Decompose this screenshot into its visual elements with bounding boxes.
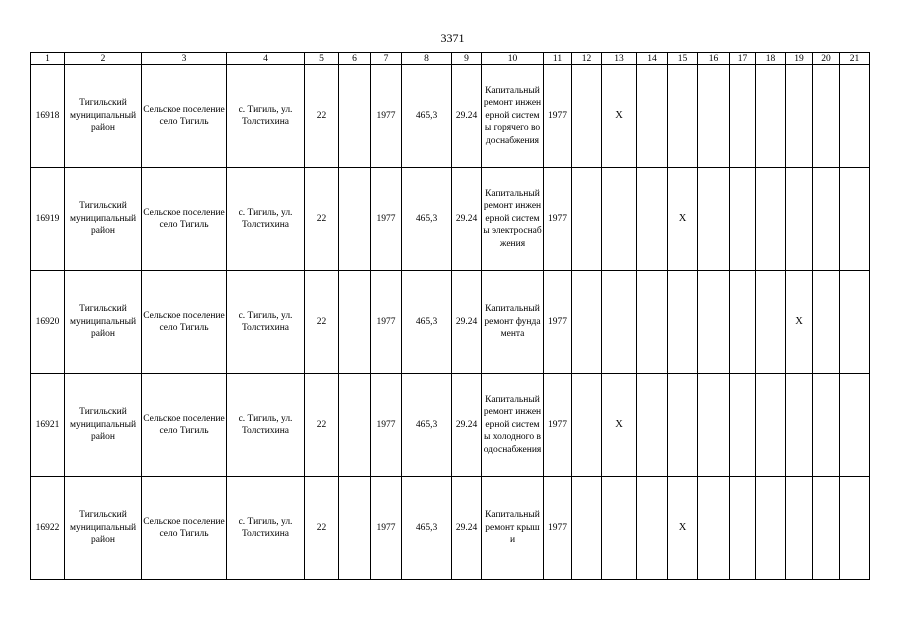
column-header-12: 12 <box>572 53 602 65</box>
district-cell: Тигильский муниципальный район <box>65 477 142 580</box>
column-header-17: 17 <box>730 53 756 65</box>
table-row <box>31 477 870 580</box>
row-id: 16919 <box>31 168 65 271</box>
col21-cell <box>840 65 870 168</box>
address-cell: с. Тигиль, ул. Толстихина <box>227 477 305 580</box>
district-cell: Тигильский муниципальный район <box>65 65 142 168</box>
table-row <box>31 374 870 477</box>
col19-cell: X <box>786 271 813 374</box>
col6-cell <box>339 168 371 271</box>
col19-cell <box>786 65 813 168</box>
page-number: 3371 <box>440 31 465 45</box>
col6-cell <box>339 374 371 477</box>
col9-cell: 29.24 <box>452 65 482 168</box>
work-type-cell: Капитальный ремонт инженерной системы горячего водоснабжения <box>482 65 544 168</box>
col9-cell: 29.24 <box>452 271 482 374</box>
col16-cell <box>698 477 730 580</box>
column-header-14: 14 <box>637 53 668 65</box>
area-cell: 465,3 <box>402 374 452 477</box>
col6-cell <box>339 65 371 168</box>
settlement-cell: Сельское поселение село Тигиль <box>142 168 227 271</box>
col18-cell <box>756 477 786 580</box>
col19-cell <box>786 477 813 580</box>
col5-cell: 22 <box>305 168 339 271</box>
col13-cell: X <box>602 65 637 168</box>
col17-cell <box>730 65 756 168</box>
year-cell: 1977 <box>544 271 572 374</box>
col9-cell: 29.24 <box>452 477 482 580</box>
col17-cell <box>730 477 756 580</box>
col13-cell <box>602 168 637 271</box>
column-header-5: 5 <box>305 53 339 65</box>
year-built-cell: 1977 <box>371 271 402 374</box>
column-header-13: 13 <box>602 53 637 65</box>
col12-cell <box>572 271 602 374</box>
col16-cell <box>698 65 730 168</box>
work-type-cell: Капитальный ремонт фундамента <box>482 271 544 374</box>
address-cell: с. Тигиль, ул. Толстихина <box>227 65 305 168</box>
row-id: 16921 <box>31 374 65 477</box>
col18-cell <box>756 374 786 477</box>
col17-cell <box>730 168 756 271</box>
column-header-15: 15 <box>668 53 698 65</box>
col6-cell <box>339 477 371 580</box>
col20-cell <box>813 65 840 168</box>
district-cell: Тигильский муниципальный район <box>65 374 142 477</box>
area-cell: 465,3 <box>402 168 452 271</box>
col15-cell <box>668 374 698 477</box>
column-header-20: 20 <box>813 53 840 65</box>
col13-cell <box>602 477 637 580</box>
col14-cell <box>637 477 668 580</box>
area-cell: 465,3 <box>402 65 452 168</box>
column-header-4: 4 <box>227 53 305 65</box>
row-id: 16918 <box>31 65 65 168</box>
column-header-7: 7 <box>371 53 402 65</box>
column-header-18: 18 <box>756 53 786 65</box>
area-cell: 465,3 <box>402 271 452 374</box>
work-type-cell: Капитальный ремонт инженерной системы электроснабжения <box>482 168 544 271</box>
col21-cell <box>840 168 870 271</box>
table-body <box>31 65 870 580</box>
column-header-9: 9 <box>452 53 482 65</box>
col9-cell: 29.24 <box>452 168 482 271</box>
col12-cell <box>572 374 602 477</box>
col21-cell <box>840 477 870 580</box>
settlement-cell: Сельское поселение село Тигиль <box>142 65 227 168</box>
column-number-row <box>31 53 870 65</box>
row-id: 16922 <box>31 477 65 580</box>
column-header-3: 3 <box>142 53 227 65</box>
column-header-11: 11 <box>544 53 572 65</box>
col12-cell <box>572 477 602 580</box>
table-row <box>31 168 870 271</box>
col16-cell <box>698 374 730 477</box>
col19-cell <box>786 168 813 271</box>
year-built-cell: 1977 <box>371 374 402 477</box>
column-header-8: 8 <box>402 53 452 65</box>
col15-cell: X <box>668 168 698 271</box>
col15-cell: X <box>668 477 698 580</box>
column-header-10: 10 <box>482 53 544 65</box>
col20-cell <box>813 168 840 271</box>
year-cell: 1977 <box>544 374 572 477</box>
address-cell: с. Тигиль, ул. Толстихина <box>227 374 305 477</box>
year-cell: 1977 <box>544 168 572 271</box>
col5-cell: 22 <box>305 374 339 477</box>
col5-cell: 22 <box>305 65 339 168</box>
district-cell: Тигильский муниципальный район <box>65 271 142 374</box>
address-cell: с. Тигиль, ул. Толстихина <box>227 271 305 374</box>
col15-cell <box>668 65 698 168</box>
col21-cell <box>840 271 870 374</box>
settlement-cell: Сельское поселение село Тигиль <box>142 374 227 477</box>
col17-cell <box>730 374 756 477</box>
year-cell: 1977 <box>544 477 572 580</box>
col18-cell <box>756 65 786 168</box>
col12-cell <box>572 168 602 271</box>
col16-cell <box>698 168 730 271</box>
col5-cell: 22 <box>305 271 339 374</box>
col12-cell <box>572 65 602 168</box>
year-cell: 1977 <box>544 65 572 168</box>
district-cell: Тигильский муниципальный район <box>65 168 142 271</box>
year-built-cell: 1977 <box>371 168 402 271</box>
column-header-19: 19 <box>786 53 813 65</box>
settlement-cell: Сельское поселение село Тигиль <box>142 271 227 374</box>
registry-table <box>30 52 870 580</box>
col14-cell <box>637 65 668 168</box>
col20-cell <box>813 374 840 477</box>
table-row <box>31 271 870 374</box>
col15-cell <box>668 271 698 374</box>
area-cell: 465,3 <box>402 477 452 580</box>
col9-cell: 29.24 <box>452 374 482 477</box>
col18-cell <box>756 271 786 374</box>
column-header-21: 21 <box>840 53 870 65</box>
column-header-2: 2 <box>65 53 142 65</box>
col14-cell <box>637 374 668 477</box>
col14-cell <box>637 271 668 374</box>
address-cell: с. Тигиль, ул. Толстихина <box>227 168 305 271</box>
work-type-cell: Капитальный ремонт крыши <box>482 477 544 580</box>
col17-cell <box>730 271 756 374</box>
col21-cell <box>840 374 870 477</box>
col14-cell <box>637 168 668 271</box>
work-type-cell: Капитальный ремонт инженерной системы холодного водоснабжения <box>482 374 544 477</box>
col20-cell <box>813 477 840 580</box>
col13-cell <box>602 271 637 374</box>
year-built-cell: 1977 <box>371 477 402 580</box>
settlement-cell: Сельское поселение село Тигиль <box>142 477 227 580</box>
year-built-cell: 1977 <box>371 65 402 168</box>
col6-cell <box>339 271 371 374</box>
column-header-1: 1 <box>31 53 65 65</box>
column-header-16: 16 <box>698 53 730 65</box>
column-header-6: 6 <box>339 53 371 65</box>
col18-cell <box>756 168 786 271</box>
row-id: 16920 <box>31 271 65 374</box>
col19-cell <box>786 374 813 477</box>
col5-cell: 22 <box>305 477 339 580</box>
table-row <box>31 65 870 168</box>
col20-cell <box>813 271 840 374</box>
col16-cell <box>698 271 730 374</box>
col13-cell: X <box>602 374 637 477</box>
